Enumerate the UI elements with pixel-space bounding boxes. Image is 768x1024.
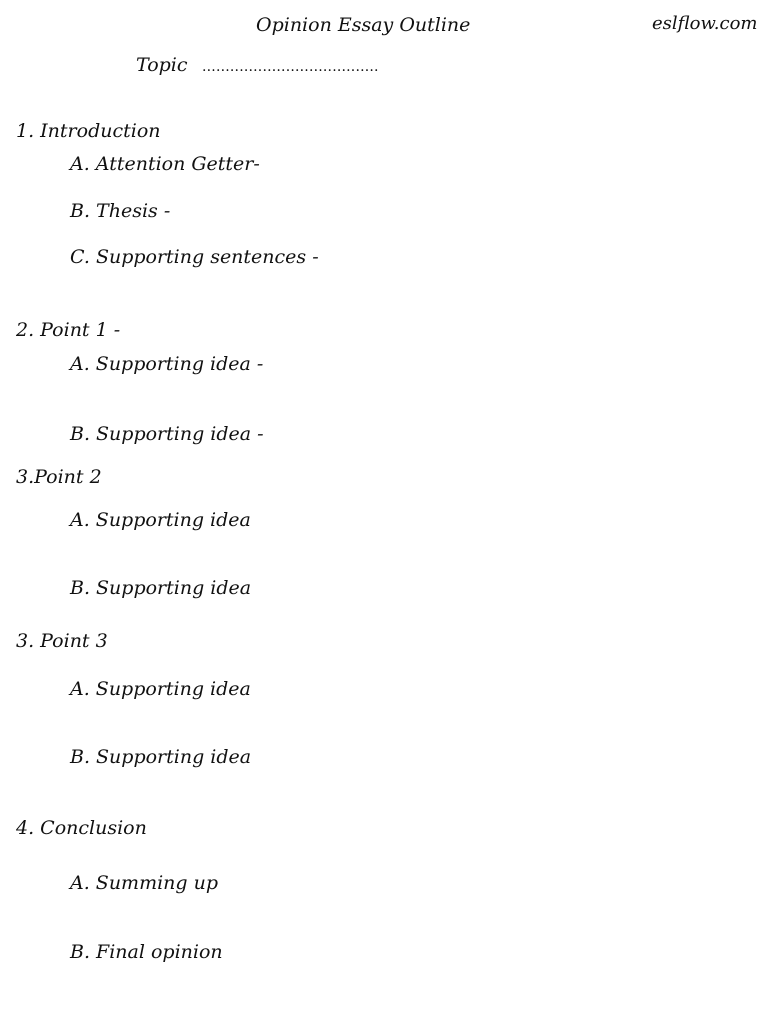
site-name: eslflow.com <box>652 13 758 34</box>
list-item: B. Thesis - <box>70 200 171 222</box>
list-item: B. Supporting idea - <box>70 423 264 445</box>
topic-label: Topic <box>136 54 188 76</box>
section-heading-introduction: 1. Introduction <box>16 120 161 142</box>
section-heading-point-2: 3.Point 2 <box>16 466 102 488</box>
list-item: A. Supporting idea <box>70 509 251 531</box>
topic-blank-line: ...................................... <box>202 59 379 75</box>
list-item: A. Supporting idea - <box>70 353 264 375</box>
list-item: B. Supporting idea <box>70 577 252 599</box>
list-item: A. Attention Getter- <box>70 153 260 175</box>
section-heading-conclusion: 4. Conclusion <box>16 817 147 839</box>
list-item: B. Final opinion <box>70 941 223 963</box>
list-item: B. Supporting idea <box>70 746 252 768</box>
list-item: C. Supporting sentences - <box>70 246 319 268</box>
list-item: A. Supporting idea <box>70 678 251 700</box>
section-heading-point-1: 2. Point 1 - <box>16 319 121 341</box>
page-title: Opinion Essay Outline <box>256 14 471 36</box>
section-heading-point-3: 3. Point 3 <box>16 630 108 652</box>
list-item: A. Summing up <box>70 872 219 894</box>
